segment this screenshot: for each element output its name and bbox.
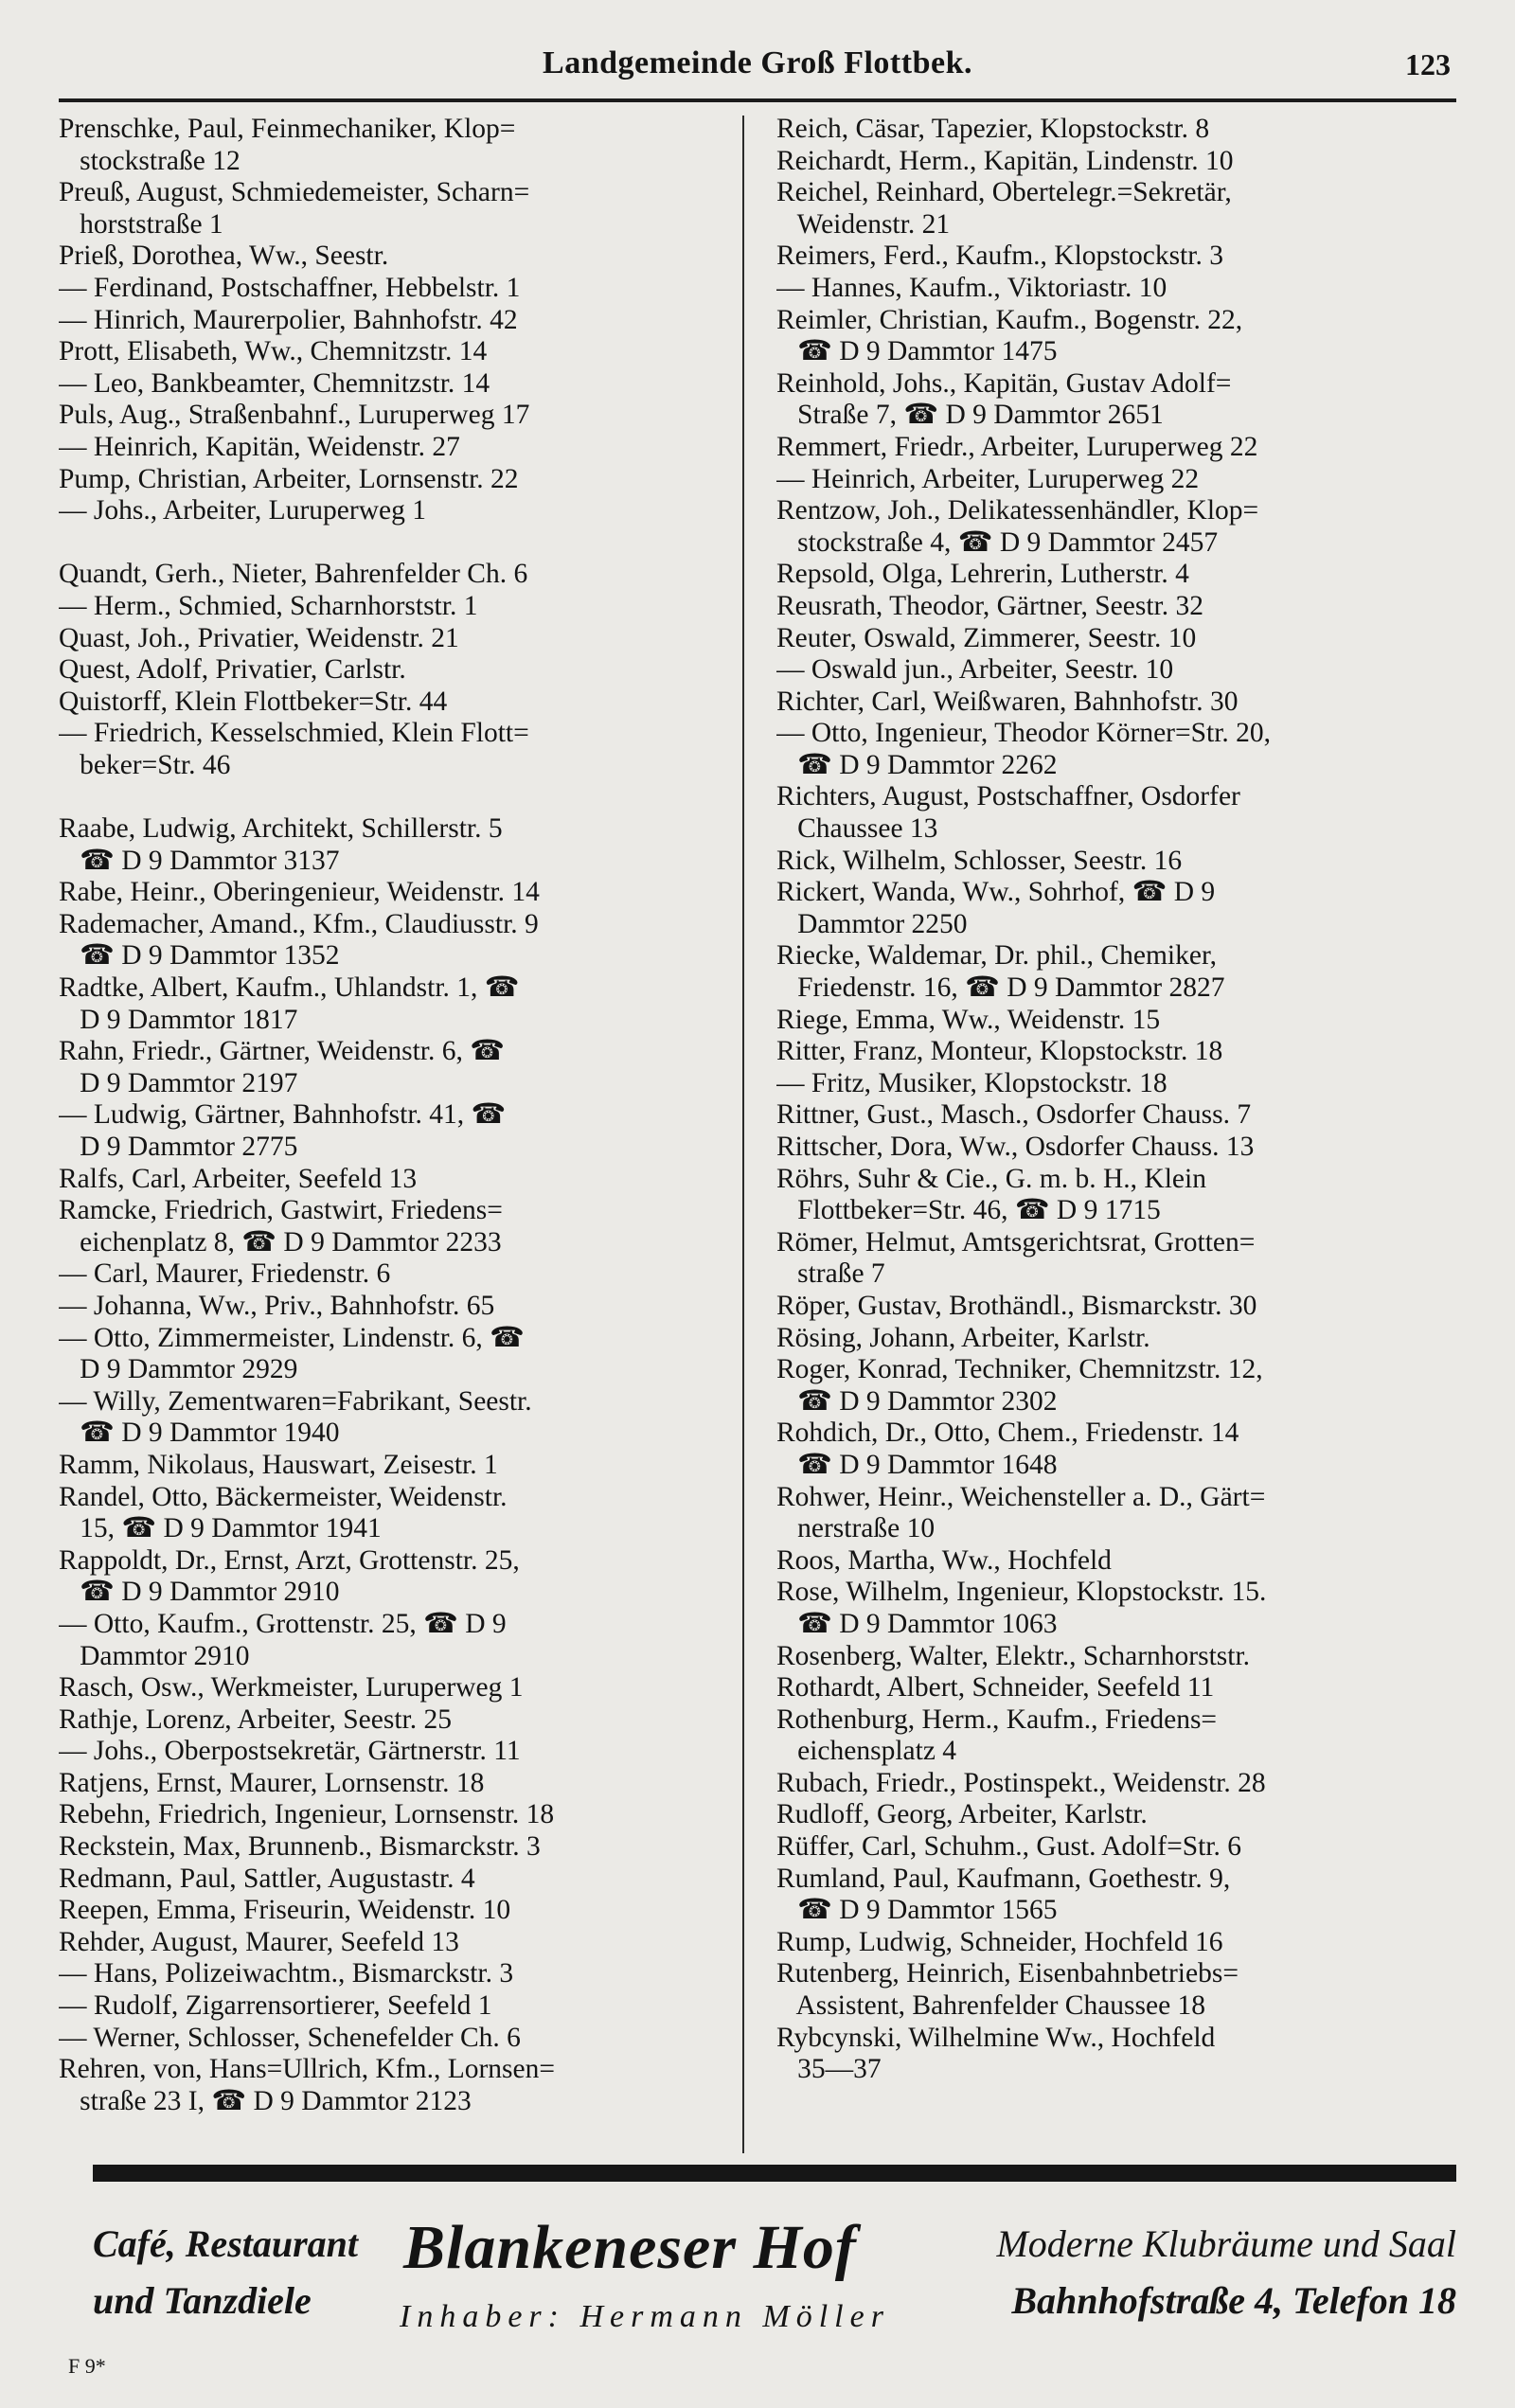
directory-entry-line: — Hans, Polizeiwachtm., Bismarckstr. 3 — [59, 1958, 514, 1989]
directory-entry-line: Reusrath, Theodor, Gärtner, Seestr. 32 — [776, 590, 1203, 621]
section-gap — [59, 527, 731, 560]
directory-entry-line: ☎ D 9 Dammtor 1475 — [776, 336, 1058, 367]
directory-entry-line: Quest, Adolf, Privatier, Carlstr. — [59, 654, 406, 686]
directory-entry-line: Rabe, Heinr., Oberingenieur, Weidenstr. 14 — [59, 877, 540, 908]
directory-entry-line: Repsold, Olga, Lehrerin, Lutherstr. 4 — [776, 559, 1189, 590]
directory-entry-line: Reichardt, Herm., Kapitän, Lindenstr. 10 — [776, 145, 1234, 176]
directory-entry-line: Redmann, Paul, Sattler, Augustastr. 4 — [59, 1863, 475, 1894]
ad-right-block — [926, 2216, 1456, 2329]
directory-entry-line: Rick, Wilhelm, Schlosser, Seestr. 16 — [776, 845, 1183, 876]
directory-entry-line: ☎ D 9 Dammtor 1648 — [776, 1449, 1058, 1480]
left-column — [59, 114, 731, 2117]
directory-entry-line: beker=Str. 46 — [59, 749, 231, 780]
directory-entry-line: — Otto, Zimmermeister, Lindenstr. 6, ☎ — [59, 1322, 525, 1353]
directory-entry-line: Riege, Emma, Ww., Weidenstr. 15 — [776, 1004, 1161, 1035]
directory-entry-line: — Werner, Schlosser, Schenefelder Ch. 6 — [59, 2022, 521, 2053]
directory-entry-line: Chaussee 13 — [776, 813, 938, 845]
advertisement — [93, 2213, 1456, 2358]
directory-entry-line: Rosenberg, Walter, Elektr., Scharnhorststr. — [776, 1640, 1251, 1671]
directory-entry-line: Ramcke, Friedrich, Gastwirt, Friedens= — [59, 1195, 503, 1226]
directory-entry-line: Rittner, Gust., Masch., Osdorfer Chauss. 7 — [776, 1099, 1252, 1131]
directory-entry-line: Reinhold, Johs., Kapitän, Gustav Adolf= — [776, 367, 1232, 399]
directory-entry-line: Friedenstr. 16, ☎ D 9 Dammtor 2827 — [776, 972, 1225, 1004]
directory-entry-line: — Hannes, Kaufm., Viktoriastr. 10 — [776, 272, 1167, 303]
directory-entry-line: Rickert, Wanda, Ww., Sohrhof, ☎ D 9 — [776, 877, 1216, 908]
directory-entry-line: — Otto, Kaufm., Grottenstr. 25, ☎ D 9 — [59, 1608, 507, 1639]
directory-entry-line: — Ludwig, Gärtner, Bahnhofstr. 41, ☎ — [59, 1099, 507, 1131]
directory-entry-line: Reimers, Ferd., Kaufm., Klopstockstr. 3 — [776, 241, 1223, 272]
directory-entry-line: Röper, Gustav, Brothändl., Bismarckstr. 30 — [776, 1290, 1257, 1321]
directory-entry-line: 15, ☎ D 9 Dammtor 1941 — [59, 1513, 382, 1544]
header-rule — [59, 98, 1456, 102]
signature-mark: F 9* — [68, 2354, 106, 2378]
directory-entry-line: ☎ D 9 Dammtor 1940 — [59, 1418, 340, 1449]
directory-entry-line: Rentzow, Joh., Delikatessenhändler, Klop= — [776, 495, 1259, 526]
directory-entry-line: Reimler, Christian, Kaufm., Bogenstr. 22, — [776, 304, 1243, 335]
directory-entry-line: Rathje, Lorenz, Arbeiter, Seestr. 25 — [59, 1703, 452, 1735]
directory-entry-line: Prieß, Dorothea, Ww., Seestr. — [59, 241, 389, 272]
directory-entry-line: Dammtor 2910 — [59, 1640, 250, 1671]
directory-entry-line: Radtke, Albert, Kaufm., Uhlandstr. 1, ☎ — [59, 972, 520, 1004]
directory-entry-line: — Johs., Oberpostsekretär, Gärtnerstr. 11 — [59, 1736, 521, 1767]
directory-entry-line: Rüffer, Carl, Schuhm., Gust. Adolf=Str. 6 — [776, 1831, 1241, 1863]
directory-entry-line: Straße 7, ☎ D 9 Dammtor 2651 — [776, 400, 1164, 431]
directory-entry-line: stockstraße 12 — [59, 145, 241, 176]
directory-entry-line: Rose, Wilhelm, Ingenieur, Klopstockstr. 15. — [776, 1577, 1267, 1608]
directory-entry-line: D 9 Dammtor 2775 — [59, 1132, 298, 1162]
directory-entry-line: ☎ D 9 Dammtor 2302 — [776, 1385, 1058, 1417]
directory-entry-line: Rutenberg, Heinrich, Eisenbahnbetriebs= — [776, 1958, 1239, 1989]
page-number: 123 — [1405, 47, 1451, 81]
directory-entry-line: Quandt, Gerh., Nieter, Bahrenfelder Ch. 6 — [59, 559, 528, 590]
directory-entry-line: Rubach, Friedr., Postinspekt., Weidenstr. 28 — [776, 1767, 1266, 1798]
directory-entry-line: — Carl, Maurer, Friedenstr. 6 — [59, 1258, 391, 1290]
right-column — [776, 114, 1456, 2086]
directory-entry-line: — Heinrich, Kapitän, Weidenstr. 27 — [59, 431, 460, 462]
ad-address-text: Bahnhofstraße 4, Telefon 18 — [1011, 2279, 1456, 2322]
directory-entry-line: Weidenstr. 21 — [776, 208, 951, 240]
directory-entry-line: D 9 Dammtor 2929 — [59, 1354, 298, 1385]
directory-entry-line: Rybcynski, Wilhelmine Ww., Hochfeld — [776, 2022, 1216, 2053]
directory-entry-line: Rohdich, Dr., Otto, Chem., Friedenstr. 14 — [776, 1418, 1239, 1449]
directory-entry-line: Rösing, Johann, Arbeiter, Karlstr. — [776, 1322, 1150, 1353]
directory-entry-line: eichenplatz 8, ☎ D 9 Dammtor 2233 — [59, 1226, 502, 1258]
page-title: Landgemeinde Groß Flottbek. — [543, 45, 972, 80]
directory-entry-line: — Leo, Bankbeamter, Chemnitzstr. 14 — [59, 367, 490, 399]
ad-rooms-text: Moderne Klubräume und Saal — [996, 2222, 1456, 2265]
directory-entry-line: — Oswald jun., Arbeiter, Seestr. 10 — [776, 654, 1174, 686]
ad-brand-name: Blankeneser Hof — [403, 2213, 857, 2282]
directory-entry-line: — Rudolf, Zigarrensortierer, Seefeld 1 — [59, 1990, 492, 2022]
directory-entry-line: Prenschke, Paul, Feinmechaniker, Klop= — [59, 114, 516, 144]
directory-entry-line: — Willy, Zementwaren=Fabrikant, Seestr. — [59, 1385, 532, 1417]
directory-entry-line: Rohwer, Heinr., Weichensteller a. D., Gärt= — [776, 1481, 1266, 1512]
directory-entry-line: Röhrs, Suhr & Cie., G. m. b. H., Klein — [776, 1163, 1206, 1194]
directory-entry-line: Rothenburg, Herm., Kaufm., Friedens= — [776, 1703, 1218, 1735]
directory-entry-line: — Fritz, Musiker, Klopstockstr. 18 — [776, 1067, 1167, 1098]
directory-entry-line: Rehren, von, Hans=Ullrich, Kfm., Lornsen= — [59, 2054, 556, 2085]
directory-entry-line: Rehder, August, Maurer, Seefeld 13 — [59, 1926, 459, 1957]
directory-entry-line: Roger, Konrad, Techniker, Chemnitzstr. 12, — [776, 1354, 1263, 1385]
directory-entry-line: — Johs., Arbeiter, Luruperweg 1 — [59, 495, 426, 526]
column-divider — [742, 116, 744, 2153]
directory-entry-line: stockstraße 4, ☎ D 9 Dammtor 2457 — [776, 526, 1219, 558]
directory-entry-line: horststraße 1 — [59, 208, 223, 240]
ad-owner-text: Inhaber: Hermann Möller — [400, 2299, 890, 2334]
directory-entry-line: — Hinrich, Maurerpolier, Bahnhofstr. 42 — [59, 304, 518, 335]
directory-entry-line: Ritter, Franz, Monteur, Klopstockstr. 18 — [776, 1036, 1223, 1067]
directory-entry-line: Roos, Martha, Ww., Hochfeld — [776, 1544, 1112, 1576]
directory-entry-line: straße 23 I, ☎ D 9 Dammtor 2123 — [59, 2085, 472, 2116]
directory-entry-line: Rademacher, Amand., Kfm., Claudiusstr. 9 — [59, 908, 539, 939]
directory-entry-line: ☎ D 9 Dammtor 2262 — [776, 749, 1058, 780]
directory-entry-line: ☎ D 9 Dammtor 1565 — [776, 1895, 1058, 1926]
directory-entry-line: Reichel, Reinhard, Obertelegr.=Sekretär, — [776, 177, 1232, 208]
directory-entry-line: Quistorff, Klein Flottbeker=Str. 44 — [59, 686, 448, 717]
directory-entry-line: D 9 Dammtor 2197 — [59, 1067, 298, 1098]
directory-entry-line: Rudloff, Georg, Arbeiter, Karlstr. — [776, 1799, 1148, 1830]
directory-entry-line: eichensplatz 4 — [776, 1736, 957, 1767]
directory-entry-line: Raabe, Ludwig, Architekt, Schillerstr. 5 — [59, 813, 503, 845]
directory-entry-line: Ratjens, Ernst, Maurer, Lornsenstr. 18 — [59, 1767, 485, 1798]
directory-entry-line: ☎ D 9 Dammtor 2910 — [59, 1577, 340, 1608]
directory-entry-line: Rittscher, Dora, Ww., Osdorfer Chauss. 13 — [776, 1132, 1255, 1162]
directory-entry-line: nerstraße 10 — [776, 1513, 936, 1544]
directory-entry-line: — Otto, Ingenieur, Theodor Körner=Str. 20, — [776, 718, 1272, 749]
directory-entry-line: Rasch, Osw., Werkmeister, Luruperweg 1 — [59, 1672, 524, 1703]
directory-entry-line: — Friedrich, Kesselschmied, Klein Flott= — [59, 718, 529, 749]
directory-entry-line: ☎ D 9 Dammtor 3137 — [59, 845, 340, 876]
directory-entry-line: Assistent, Bahrenfelder Chaussee 18 — [776, 1990, 1206, 2022]
directory-entry-line: — Heinrich, Arbeiter, Luruperweg 22 — [776, 463, 1200, 494]
directory-entry-line: Rappoldt, Dr., Ernst, Arzt, Grottenstr. 25, — [59, 1544, 520, 1576]
directory-entry-line: Pump, Christian, Arbeiter, Lornsenstr. 22 — [59, 463, 519, 494]
directory-entry-line: Preuß, August, Schmiedemeister, Scharn= — [59, 177, 530, 208]
directory-entry-line: Puls, Aug., Straßenbahnf., Luruperweg 17 — [59, 400, 530, 431]
directory-entry-line: Ramm, Nikolaus, Hauswart, Zeisestr. 1 — [59, 1449, 498, 1480]
directory-entry-line: Riecke, Waldemar, Dr. phil., Chemiker, — [776, 940, 1217, 972]
directory-entry-line: straße 7 — [776, 1258, 885, 1290]
directory-entry-line: Reckstein, Max, Brunnenb., Bismarckstr. 3 — [59, 1831, 541, 1863]
directory-entry-line: ☎ D 9 Dammtor 1352 — [59, 940, 340, 972]
directory-entry-line: Römer, Helmut, Amtsgerichtsrat, Grotten= — [776, 1226, 1256, 1258]
directory-entry-line: Quast, Joh., Privatier, Weidenstr. 21 — [59, 622, 459, 653]
directory-entry-line: 35—37 — [776, 2054, 882, 2085]
ad-left-block — [93, 2216, 377, 2329]
directory-entry-line: Rebehn, Friedrich, Ingenieur, Lornsenstr. 18 — [59, 1799, 555, 1830]
ad-cafe-text: Café, Restaurant — [93, 2222, 359, 2265]
directory-entry-line: — Ferdinand, Postschaffner, Hebbelstr. 1 — [59, 272, 521, 303]
directory-entry-line: Flottbeker=Str. 46, ☎ D 9 1715 — [776, 1195, 1161, 1226]
footer-rule — [93, 2165, 1456, 2182]
directory-entry-line: Reuter, Oswald, Zimmerer, Seestr. 10 — [776, 622, 1197, 653]
directory-entry-line: Rump, Ludwig, Schneider, Hochfeld 16 — [776, 1926, 1223, 1957]
directory-entry-line: Randel, Otto, Bäckermeister, Weidenstr. — [59, 1481, 508, 1512]
directory-entry-line: Richters, August, Postschaffner, Osdorfer — [776, 781, 1240, 812]
directory-entry-line: Remmert, Friedr., Arbeiter, Luruperweg 22 — [776, 431, 1258, 462]
directory-entry-line: ☎ D 9 Dammtor 1063 — [776, 1608, 1058, 1639]
directory-entry-line: Rahn, Friedr., Gärtner, Weidenstr. 6, ☎ — [59, 1036, 505, 1067]
directory-entry-line: Reepen, Emma, Friseurin, Weidenstr. 10 — [59, 1895, 511, 1926]
directory-entry-line: Reich, Cäsar, Tapezier, Klopstockstr. 8 — [776, 114, 1210, 144]
ad-tanzdiele-text: und Tanzdiele — [93, 2279, 312, 2322]
directory-entry-line: Richter, Carl, Weißwaren, Bahnhofstr. 30 — [776, 686, 1239, 717]
directory-entry-line: Ralfs, Carl, Arbeiter, Seefeld 13 — [59, 1163, 418, 1194]
directory-entry-line: Dammtor 2250 — [776, 908, 968, 939]
directory-entry-line: Rumland, Paul, Kaufmann, Goethestr. 9, — [776, 1863, 1231, 1894]
directory-entry-line: Rothardt, Albert, Schneider, Seefeld 11 — [776, 1672, 1215, 1703]
directory-entry-line: — Johanna, Ww., Priv., Bahnhofstr. 65 — [59, 1290, 495, 1321]
directory-entry-line: D 9 Dammtor 1817 — [59, 1004, 298, 1035]
directory-entry-line: Prott, Elisabeth, Ww., Chemnitzstr. 14 — [59, 336, 488, 367]
directory-entry-line: — Herm., Schmied, Scharnhorststr. 1 — [59, 590, 478, 621]
section-gap — [59, 781, 731, 813]
